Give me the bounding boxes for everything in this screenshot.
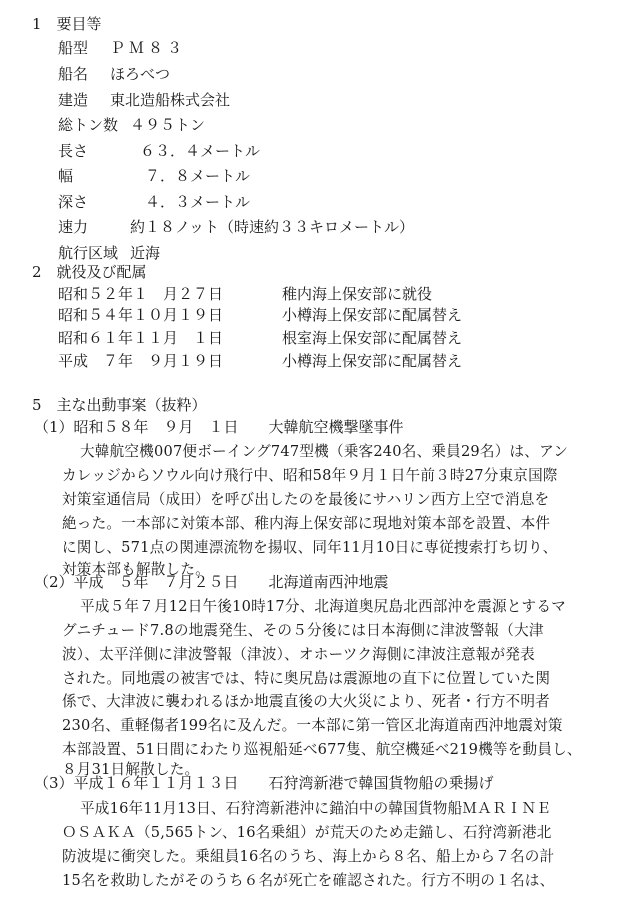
spec-value: 約１８ノット（時速約３３キロメートル） xyxy=(130,218,414,236)
spec-label: 建造 xyxy=(58,91,89,109)
assignment-event: 稚内海上保安部に就役 xyxy=(282,285,433,303)
case-line: 対策室通信局（成田）を呼び出したのを最後にサハリン西方上空で消息を xyxy=(62,491,550,508)
case-line: 絶った。一本部に対策本部、稚内海上保安部に現地対策本部を設置、本件 xyxy=(62,515,551,532)
section5-heading: 5 主な出動事案（抜粋） xyxy=(32,396,207,414)
section1-heading: 1 要目等 xyxy=(32,15,102,33)
section2-heading: 2 就役及び配属 xyxy=(32,263,147,281)
assignment-date: 昭和５４年１０月１９日 xyxy=(58,306,224,324)
case-header: （2）平成 ５年 ７月２５日 北海道南西沖地震 xyxy=(34,573,389,591)
case-line: 防波堤に衝突した。乗組員16名のうち、海上から８名、船上から７名の計 xyxy=(62,848,555,865)
spec-value: 東北造船株式会社 xyxy=(110,91,231,109)
assignment-date: 平成 ７年 ９月１９日 xyxy=(58,352,224,370)
case-line: された。同地震の被害では、特に奥尻島は震源地の直下に位置していた関 xyxy=(62,670,551,687)
case-line: 平成５年７月12日午後10時17分、北海道奥尻島北西部沖を震源とするマ xyxy=(80,598,566,615)
assignment-date: 昭和５２年１ 月２７日 xyxy=(58,285,224,303)
spec-value: 近海 xyxy=(130,244,161,262)
case-line: 230名、重軽傷者199名に及んだ。一本部に第一管区北海道南西沖地震対策 xyxy=(62,717,563,734)
case-line: グニチュード7.8の地震発生、その５分後には日本海側に津波警報（大津 xyxy=(62,622,544,639)
case-line: 平成16年11月13日、石狩湾新港沖に錨泊中の韓国貨物船ＭＡＲＩＮＥ xyxy=(80,800,552,817)
case-line: 対策本部も解散した。 xyxy=(62,561,210,578)
assignment-event: 小樽海上保安部に配属替え xyxy=(282,306,463,324)
spec-value: ほろべつ xyxy=(110,65,171,83)
case-line: 15名を救助したがそのうち６名が死亡を確認された。行方不明の１名は、 xyxy=(62,872,555,889)
spec-value: ６３．４メートル xyxy=(140,142,261,160)
case-line: 大韓航空機007便ボーイング747型機（乗客240名、乗員29名）は、アン xyxy=(80,443,569,460)
spec-label: 船名 xyxy=(58,65,89,83)
case-line: 波）、太平洋側に津波警報（津波）、オホーツク海側に津波注意報が発表 xyxy=(62,646,535,663)
assignment-date: 昭和６１年１１月 １日 xyxy=(58,329,224,347)
case-line: に関し、571点の関連漂流物を揚収、同年11月10日に専従捜索打ち切り、 xyxy=(62,539,558,556)
spec-label: 深さ xyxy=(58,193,89,211)
case-header: （1）昭和５８年 ９月 １日 大韓航空機撃墜事件 xyxy=(34,418,404,436)
case-line: 係で、大津波に襲われるほか地震直後の大火災により、死者・行方不明者 xyxy=(62,693,550,710)
spec-label: 速力 xyxy=(58,218,89,236)
spec-label: 長さ xyxy=(58,142,89,160)
spec-value: ４９５トン xyxy=(130,116,206,134)
case-line: 本部設置、51日間にわたり巡視船延べ677隻、航空機延べ219機等を動員し、 xyxy=(62,741,582,758)
spec-value: ＰＭ８３ xyxy=(110,39,187,57)
case-header: （3）平成１６年１１月１３日 石狩湾新港で韓国貨物船の乗揚げ xyxy=(34,774,494,792)
spec-label: 総トン数 xyxy=(58,116,119,134)
spec-value: ７．８メートル xyxy=(145,167,251,185)
case-line: ＯＳＡＫＡ（5,565トン、16名乗組）が荒天のため走錨し、石狩湾新港北 xyxy=(62,824,552,841)
spec-label: 船型 xyxy=(58,39,89,57)
spec-label: 航行区域 xyxy=(58,244,119,262)
spec-value: ４．３メートル xyxy=(145,193,251,211)
assignment-event: 根室海上保安部に配属替え xyxy=(282,329,463,347)
spec-label: 幅 xyxy=(58,167,74,185)
case-line: カレッジからソウル向け飛行中、昭和58年９月１日午前３時27分東京国際 xyxy=(62,467,558,484)
assignment-event: 小樽海上保安部に配属替え xyxy=(282,352,463,370)
case-line: ８月31日解散した。 xyxy=(62,761,200,778)
